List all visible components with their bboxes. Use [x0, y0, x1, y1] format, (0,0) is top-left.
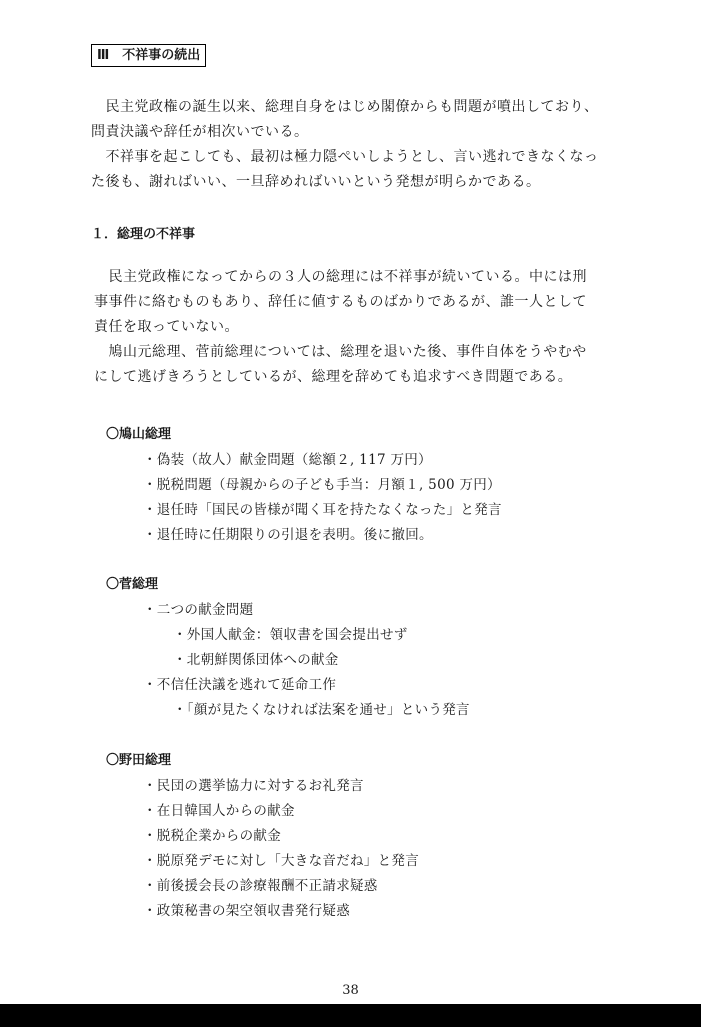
noda-item-1: ・民団の選挙協力に対するお礼発言: [143, 778, 364, 794]
noda-item-2: ・在日韓国人からの献金: [143, 803, 295, 819]
subsection-line-4: 鳩山元総理、菅前総理については、総理を退いた後、事件自体をうやむや: [94, 344, 587, 360]
subsection-title: １．総理の不祥事: [91, 227, 196, 242]
noda-item-6: ・政策秘書の架空領収書発行疑惑: [143, 903, 350, 919]
page-number: 38: [342, 983, 359, 998]
subsection-line-5: にして逃げきろうとしているが、総理を辞めても追求すべき問題である。: [94, 369, 573, 385]
hatoyama-item-1: ・偽装（故人）献金問題（総額２, 117 万円）: [143, 452, 432, 468]
subsection-line-3: 責任を取っていない。: [94, 319, 239, 335]
noda-item-4: ・脱原発デモに対し「大きな音だね」と発言: [143, 853, 419, 869]
hatoyama-item-4: ・退任時に任期限りの引退を表明。後に撤回。: [143, 527, 433, 543]
bottom-bar: [0, 1004, 701, 1027]
hatoyama-heading: 〇鳩山総理: [106, 427, 172, 442]
kan-subitem-3: ・「顔が見たくなければ法案を通せ」という発言: [173, 702, 470, 718]
kan-item-1: ・二つの献金問題: [143, 602, 254, 618]
noda-item-3: ・脱税企業からの献金: [143, 828, 281, 844]
intro-line-3: 不祥事を起こしても、最初は極力隠ぺいしようとし、言い逃れできなくなっ: [91, 149, 599, 165]
hatoyama-item-3: ・退任時「国民の皆様が聞く耳を持たなくなった」と発言: [143, 502, 502, 518]
subsection-line-1: 民主党政権になってからの３人の総理には不祥事が続いている。中には刑: [94, 269, 587, 285]
kan-subitem-2: ・北朝鮮関係団体への献金: [173, 652, 339, 668]
subsection-line-2: 事事件に絡むものもあり、辞任に値するものばかりであるが、誰一人として: [94, 294, 587, 310]
kan-item-2: ・不信任決議を逃れて延命工作: [143, 677, 337, 693]
hatoyama-item-2: ・脱税問題（母親からの子ども手当：月額１, 500 万円）: [143, 477, 501, 493]
noda-heading: 〇野田総理: [106, 753, 172, 768]
noda-item-5: ・前後援会長の診療報酬不正請求疑惑: [143, 878, 378, 894]
kan-subitem-1: ・外国人献金：領収書を国会提出せず: [173, 627, 408, 643]
intro-line-4: た後も、謝ればいい、一旦辞めればいいという発想が明らかである。: [91, 174, 541, 190]
intro-line-2: 問責決議や辞任が相次いでいる。: [91, 124, 309, 140]
kan-heading: 〇菅総理: [106, 577, 159, 592]
section-title: Ⅲ 不祥事の続出: [91, 44, 206, 67]
intro-line-1: 民主党政権の誕生以来、総理自身をはじめ閣僚からも問題が噴出しており、: [91, 99, 599, 115]
